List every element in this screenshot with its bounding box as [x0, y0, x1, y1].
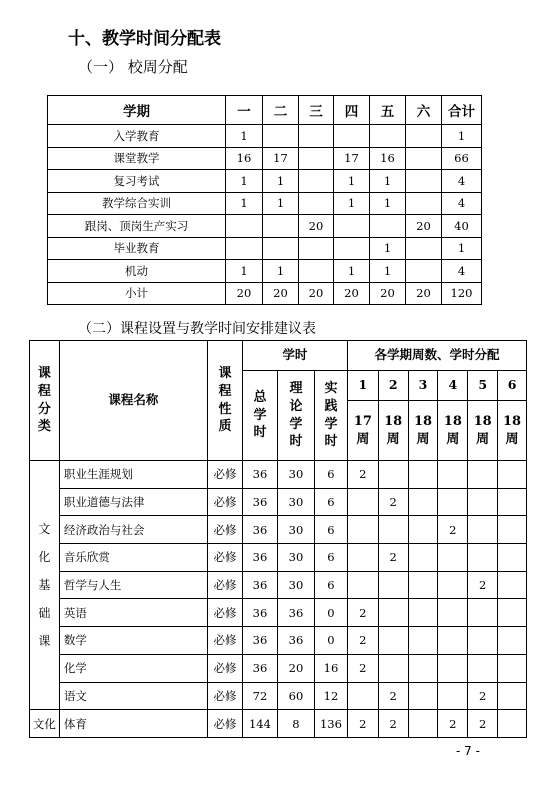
subtitle-week-allocation: （一） 校周分配 — [78, 58, 188, 76]
header-term-weeks: 18 周 — [408, 401, 438, 461]
course-name-cell: 职业生涯规划 — [59, 461, 207, 489]
table-cell — [263, 125, 299, 148]
theory-hours-cell: 30 — [277, 461, 314, 489]
term-hours-cell: 2 — [378, 710, 408, 738]
table-row — [48, 147, 482, 170]
course-nature-cell: 必修 — [207, 627, 242, 655]
table-cell: 1 — [370, 170, 406, 193]
table-cell: 20 — [226, 282, 263, 305]
term-hours-cell — [498, 571, 527, 599]
table-cell — [226, 237, 263, 260]
term-hours-cell: 2 — [347, 627, 378, 655]
table-cell — [334, 215, 370, 238]
theory-hours-cell: 30 — [277, 488, 314, 516]
table-row — [30, 627, 527, 655]
section-title: 十、教学时间分配表 — [68, 29, 221, 49]
term-hours-cell — [498, 710, 527, 738]
table-cell: 20 — [299, 282, 334, 305]
table-row — [30, 710, 527, 738]
header-term-weeks: 18 周 — [438, 401, 468, 461]
table-cell — [226, 215, 263, 238]
table-cell: 1 — [370, 192, 406, 215]
table-row — [30, 488, 527, 516]
term-hours-cell: 2 — [347, 710, 378, 738]
term-hours-cell — [498, 599, 527, 627]
table-cell: 跟岗、顶岗生产实习 — [48, 215, 226, 238]
course-name-cell: 语文 — [59, 682, 207, 710]
table-cell: 1 — [263, 192, 299, 215]
table-cell: 1 — [226, 260, 263, 283]
table-cell — [299, 192, 334, 215]
table-cell: 小计 — [48, 282, 226, 305]
total-hours-cell: 72 — [242, 682, 277, 710]
term-hours-cell: 2 — [378, 682, 408, 710]
term-hours-cell — [468, 599, 498, 627]
header-term-number: 2 — [378, 371, 408, 401]
course-nature-cell: 必修 — [207, 516, 242, 544]
course-nature-cell: 必修 — [207, 682, 242, 710]
table-row — [30, 599, 527, 627]
course-name-cell: 音乐欣赏 — [59, 544, 207, 572]
total-hours-cell: 144 — [242, 710, 277, 738]
total-hours-cell: 36 — [242, 544, 277, 572]
table-row — [30, 571, 527, 599]
total-hours-cell: 36 — [242, 627, 277, 655]
course-name-cell: 化学 — [59, 654, 207, 682]
table-cell — [334, 237, 370, 260]
header-hours: 学时 — [242, 341, 347, 371]
term-hours-cell — [438, 654, 468, 682]
term-hours-cell: 2 — [468, 571, 498, 599]
week-table-header-cell: 合计 — [442, 96, 482, 125]
course-nature-cell: 必修 — [207, 571, 242, 599]
course-nature-cell: 必修 — [207, 488, 242, 516]
term-hours-cell — [438, 599, 468, 627]
practice-hours-cell: 6 — [314, 571, 347, 599]
table-cell: 17 — [334, 147, 370, 170]
term-hours-cell — [378, 571, 408, 599]
table-cell — [299, 260, 334, 283]
course-name-cell: 体育 — [59, 710, 207, 738]
table-cell: 66 — [442, 147, 482, 170]
table-cell: 4 — [442, 170, 482, 193]
header-course-name: 课程名称 — [59, 341, 207, 461]
term-hours-cell — [408, 461, 438, 489]
table-cell — [406, 125, 442, 148]
week-table-header-cell: 一 — [226, 96, 263, 125]
term-hours-cell — [347, 516, 378, 544]
term-hours-cell — [347, 544, 378, 572]
course-nature-cell: 必修 — [207, 654, 242, 682]
practice-hours-cell: 0 — [314, 599, 347, 627]
term-hours-cell — [498, 544, 527, 572]
term-hours-cell — [378, 516, 408, 544]
week-table-header-cell: 二 — [263, 96, 299, 125]
term-hours-cell — [408, 627, 438, 655]
table-cell: 20 — [334, 282, 370, 305]
table-cell — [370, 215, 406, 238]
table-cell — [406, 192, 442, 215]
term-hours-cell — [408, 599, 438, 627]
table-cell: 1 — [263, 170, 299, 193]
table-cell: 20 — [406, 282, 442, 305]
table-cell: 40 — [442, 215, 482, 238]
table-cell: 入学教育 — [48, 125, 226, 148]
term-hours-cell — [438, 544, 468, 572]
theory-hours-cell: 30 — [277, 516, 314, 544]
term-hours-cell: 2 — [378, 488, 408, 516]
term-hours-cell — [378, 599, 408, 627]
theory-hours-cell: 36 — [277, 627, 314, 655]
subtitle-course-schedule: （二）课程设置与教学时间安排建议表 — [78, 321, 316, 337]
term-hours-cell — [468, 461, 498, 489]
practice-hours-cell: 12 — [314, 682, 347, 710]
theory-hours-cell: 8 — [277, 710, 314, 738]
table-cell — [406, 147, 442, 170]
term-hours-cell — [408, 516, 438, 544]
table-row — [48, 215, 482, 238]
table-row — [48, 237, 482, 260]
term-hours-cell — [498, 461, 527, 489]
header-total-hours: 总 学 时 — [242, 371, 277, 461]
total-hours-cell: 36 — [242, 461, 277, 489]
table-cell: 20 — [263, 282, 299, 305]
course-name-cell: 数学 — [59, 627, 207, 655]
term-hours-cell — [438, 682, 468, 710]
week-table-header-cell: 四 — [334, 96, 370, 125]
table-cell — [299, 170, 334, 193]
header-nature: 课 程 性 质 — [207, 341, 242, 461]
term-hours-cell: 2 — [438, 710, 468, 738]
term-hours-cell — [378, 461, 408, 489]
week-table-header-cell: 三 — [299, 96, 334, 125]
table-cell — [263, 237, 299, 260]
total-hours-cell: 36 — [242, 516, 277, 544]
table-cell — [406, 170, 442, 193]
week-table-header-row — [48, 96, 482, 125]
table-cell — [370, 125, 406, 148]
theory-hours-cell: 30 — [277, 571, 314, 599]
practice-hours-cell: 6 — [314, 544, 347, 572]
term-hours-cell: 2 — [347, 461, 378, 489]
header-term-number: 3 — [408, 371, 438, 401]
term-hours-cell — [438, 488, 468, 516]
table-row — [30, 654, 527, 682]
table-cell — [299, 125, 334, 148]
total-hours-cell: 36 — [242, 654, 277, 682]
header-theory-hours: 理 论 学 时 — [277, 371, 314, 461]
course-nature-cell: 必修 — [207, 599, 242, 627]
term-hours-cell — [408, 488, 438, 516]
table-cell: 1 — [263, 260, 299, 283]
table-cell: 1 — [226, 192, 263, 215]
table-row — [48, 125, 482, 148]
table-row — [48, 260, 482, 283]
table-cell: 机动 — [48, 260, 226, 283]
table-cell: 1 — [370, 237, 406, 260]
table-cell: 1 — [370, 260, 406, 283]
term-hours-cell — [498, 627, 527, 655]
table-row — [48, 170, 482, 193]
header-practice-hours: 实 践 学 时 — [314, 371, 347, 461]
header-term-number: 4 — [438, 371, 468, 401]
header-category: 课 程 分 类 — [30, 341, 60, 461]
table-row — [48, 192, 482, 215]
course-name-cell: 哲学与人生 — [59, 571, 207, 599]
week-table-header-cell: 五 — [370, 96, 406, 125]
table-cell: 毕业教育 — [48, 237, 226, 260]
term-hours-cell — [468, 627, 498, 655]
course-name-cell: 经济政治与社会 — [59, 516, 207, 544]
total-hours-cell: 36 — [242, 571, 277, 599]
table-row — [30, 461, 527, 489]
term-hours-cell — [438, 627, 468, 655]
header-term-weeks: 18 周 — [468, 401, 498, 461]
table-cell: 课堂教学 — [48, 147, 226, 170]
term-hours-cell — [408, 571, 438, 599]
term-hours-cell — [408, 544, 438, 572]
header-term-weeks: 18 周 — [498, 401, 527, 461]
course-nature-cell: 必修 — [207, 461, 242, 489]
theory-hours-cell: 20 — [277, 654, 314, 682]
table-cell: 120 — [442, 282, 482, 305]
term-hours-cell — [498, 654, 527, 682]
course-nature-cell: 必修 — [207, 710, 242, 738]
term-hours-cell: 2 — [347, 654, 378, 682]
table-cell: 1 — [226, 125, 263, 148]
table-cell — [263, 215, 299, 238]
table-cell: 1 — [334, 260, 370, 283]
table-cell — [406, 260, 442, 283]
term-hours-cell: 2 — [438, 516, 468, 544]
term-hours-cell — [468, 488, 498, 516]
practice-hours-cell: 6 — [314, 516, 347, 544]
term-hours-cell — [498, 516, 527, 544]
table-cell: 20 — [299, 215, 334, 238]
category-cell: 文 化 基 础 课 — [30, 461, 60, 710]
practice-hours-cell: 136 — [314, 710, 347, 738]
table-cell — [299, 237, 334, 260]
theory-hours-cell: 30 — [277, 544, 314, 572]
table-cell: 复习考试 — [48, 170, 226, 193]
table-cell: 20 — [406, 215, 442, 238]
term-hours-cell: 2 — [468, 710, 498, 738]
header-term-number: 6 — [498, 371, 527, 401]
header-term-number: 5 — [468, 371, 498, 401]
course-schedule-table — [29, 340, 527, 738]
theory-hours-cell: 36 — [277, 599, 314, 627]
table-cell: 4 — [442, 192, 482, 215]
table-cell: 1 — [442, 237, 482, 260]
week-table-header-cell: 六 — [406, 96, 442, 125]
page-number: - 7 - — [456, 744, 480, 758]
term-hours-cell — [347, 571, 378, 599]
table-cell: 1 — [226, 170, 263, 193]
category-cell: 文化 — [30, 710, 60, 738]
header-term-number: 1 — [347, 371, 378, 401]
table-row — [30, 682, 527, 710]
course-name-cell: 英语 — [59, 599, 207, 627]
term-hours-cell: 2 — [347, 599, 378, 627]
table-cell: 20 — [370, 282, 406, 305]
term-hours-cell: 2 — [468, 682, 498, 710]
term-hours-cell — [408, 682, 438, 710]
term-hours-cell — [468, 516, 498, 544]
term-hours-cell — [498, 682, 527, 710]
term-hours-cell — [468, 544, 498, 572]
term-hours-cell — [498, 488, 527, 516]
term-hours-cell — [408, 654, 438, 682]
course-nature-cell: 必修 — [207, 544, 242, 572]
term-hours-cell: 2 — [378, 544, 408, 572]
table-cell: 16 — [226, 147, 263, 170]
table-cell: 4 — [442, 260, 482, 283]
table-cell: 17 — [263, 147, 299, 170]
practice-hours-cell: 6 — [314, 488, 347, 516]
term-hours-cell — [378, 627, 408, 655]
table-row — [30, 544, 527, 572]
header-term-weeks: 17 周 — [347, 401, 378, 461]
table-cell — [334, 125, 370, 148]
course-name-cell: 职业道德与法律 — [59, 488, 207, 516]
practice-hours-cell: 0 — [314, 627, 347, 655]
table-cell: 教学综合实训 — [48, 192, 226, 215]
table-row — [48, 282, 482, 305]
total-hours-cell: 36 — [242, 599, 277, 627]
header-term-distribution: 各学期周数、学时分配 — [347, 341, 526, 371]
week-table-header-cell: 学期 — [48, 96, 226, 125]
theory-hours-cell: 60 — [277, 682, 314, 710]
header-term-weeks: 18 周 — [378, 401, 408, 461]
table-cell — [299, 147, 334, 170]
table-cell: 16 — [370, 147, 406, 170]
table-cell — [406, 237, 442, 260]
table-cell: 1 — [334, 170, 370, 193]
term-hours-cell — [438, 571, 468, 599]
total-hours-cell: 36 — [242, 488, 277, 516]
term-hours-cell — [408, 710, 438, 738]
term-hours-cell — [378, 654, 408, 682]
week-allocation-table — [47, 95, 482, 305]
term-hours-cell — [468, 654, 498, 682]
table-cell: 1 — [442, 125, 482, 148]
term-hours-cell — [347, 488, 378, 516]
table-row — [30, 516, 527, 544]
term-hours-cell — [347, 682, 378, 710]
practice-hours-cell: 6 — [314, 461, 347, 489]
term-hours-cell — [438, 461, 468, 489]
practice-hours-cell: 16 — [314, 654, 347, 682]
table-cell: 1 — [334, 192, 370, 215]
